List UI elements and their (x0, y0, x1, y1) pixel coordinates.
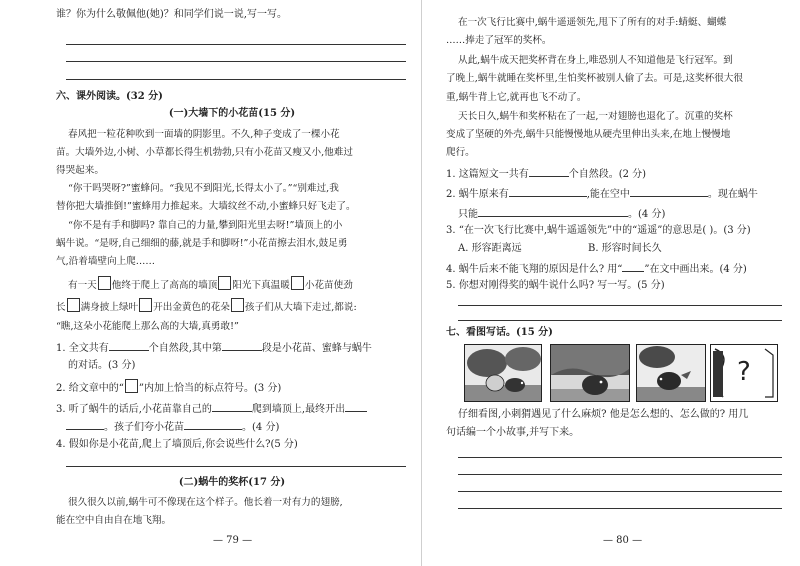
question-text: 2. 蜗牛原来有 (446, 189, 509, 200)
question-text: ”在文中画出来。(4 分) (644, 264, 747, 275)
passage1-line: 蜗牛说。“是呀,自己细细的藤,就是手和脚呀!”小花苗擦去泪水,鼓足勇 (56, 238, 348, 249)
fill-text: 阳光下真温暖 (232, 280, 290, 291)
option-b[interactable]: B. 形容时间长久 (587, 243, 662, 254)
passage2-line: 天长日久,蜗牛和奖杯粘在了一起,一对翅膀也退化了。沉重的奖杯 (458, 111, 733, 122)
fill-line (68, 276, 353, 293)
story-picture-4 (710, 344, 778, 402)
punctuation-box[interactable] (125, 379, 138, 393)
right-question-1 (446, 166, 646, 182)
fill-text: 他终于爬上了高高的墙顶 (111, 280, 218, 291)
top-question-text: 谁？你为什么敬佩他(她)？和同学们说一说,写一写。 (56, 9, 287, 20)
passage2-line: 很久很久以前,蜗牛可不像现在这个样子。他长着一对有力的翅膀, (68, 497, 343, 508)
passage2-line: 从此,蜗牛成天把奖杯背在身上,唯恐别人不知道他是飞行冠军。到 (458, 55, 733, 66)
passage1-title: (一)大墙下的小花苗(15 分) (168, 108, 296, 119)
answer-line[interactable] (458, 491, 782, 492)
answer-blank[interactable] (478, 206, 628, 217)
passage1-line: “你不是有手和脚吗? 靠自己的力量,攀到阳光里去呀!”墙顶上的小 (68, 220, 343, 231)
passage1-line: 替你把大墙推倒!”蜜蜂用力推起来。大墙纹丝不动,小蜜蜂只好飞走了。 (56, 201, 356, 212)
question-text: 1. 这篇短文一共有 (446, 169, 529, 180)
question-text: 。(4 分) (628, 209, 666, 220)
question-text: ”内加上恰当的标点符号。(3 分) (138, 383, 282, 394)
answer-blank[interactable] (184, 419, 242, 430)
passage2-line: 了晚上,蜗牛就睡在奖杯里,生怕奖杯被别人偷了去。可是,这奖杯很大很 (446, 73, 743, 84)
right-question-2 (446, 186, 758, 202)
passage2-title: (二)蜗牛的奖杯(17 分) (178, 477, 286, 488)
fill-line (56, 298, 357, 315)
section-seven-title: 七、看图写话。(15 分) (446, 327, 553, 338)
punctuation-box[interactable] (291, 276, 304, 290)
story-picture-1 (464, 344, 542, 402)
passage1-line: 苗。大墙外边,小树、小草都长得生机勃勃,只有小花苗又瘦又小,他难过 (56, 147, 353, 158)
passage1-line: “你干吗哭呀?”蜜蜂问。“我见不到阳光,长得太小了。”“别难过,我 (68, 183, 339, 194)
question-2 (56, 379, 281, 396)
answer-blank[interactable] (345, 401, 367, 412)
answer-blank[interactable] (212, 401, 252, 412)
answer-blank[interactable] (529, 166, 569, 177)
punctuation-box[interactable] (98, 276, 111, 290)
page-number-right: — 80 — (603, 535, 643, 546)
punctuation-box[interactable] (231, 298, 244, 312)
question-1-cont: 的对话。(3 分) (68, 360, 136, 371)
passage2-line: 重,蜗牛背上它,就再也飞不动了。 (446, 92, 587, 103)
answer-line[interactable] (66, 61, 406, 62)
page-divider (421, 0, 422, 566)
question-text: 。现在蜗牛 (707, 189, 758, 200)
question-text: 段是小花苗、蜜蜂与蜗牛 (261, 343, 372, 354)
question-mark: ? (737, 357, 751, 387)
question-1 (56, 340, 372, 356)
writing-prompt: 仔细看图,小刺猬遇见了什么麻烦? 他是怎么想的、怎么做的? 用几 (458, 409, 749, 420)
question-text: 爬到墙顶上,最终开出 (251, 404, 346, 415)
answer-line[interactable] (458, 474, 782, 475)
question-text: 。(4 分) (242, 422, 280, 433)
question-text: 4. 蜗牛后来不能飞翔的原因是什么? 用“ (446, 264, 623, 275)
option-a[interactable]: A. 形容距离远 (458, 243, 522, 254)
question-3-cont (66, 419, 279, 435)
answer-blank[interactable] (66, 419, 104, 430)
question-text: ,能在空中 (586, 189, 630, 200)
right-question-4 (446, 261, 747, 277)
answer-line[interactable] (458, 508, 782, 509)
answer-blank[interactable] (222, 340, 262, 351)
punctuation-box[interactable] (67, 298, 80, 312)
question-text: 。孩子们夸小花苗 (104, 422, 184, 433)
question-text: 只能 (458, 209, 478, 220)
answer-blank[interactable] (622, 261, 644, 272)
right-question-2-cont (458, 206, 665, 222)
right-question-5: 5. 你想对刚得奖的蜗牛说什么吗? 写一写。(5 分) (446, 280, 665, 291)
story-picture-3 (636, 344, 706, 402)
fill-text: 有一天 (68, 280, 97, 291)
answer-line[interactable] (458, 320, 782, 321)
fill-text: 孩子们从大墙下走过,都说: (244, 302, 357, 313)
right-question-3-options (458, 242, 662, 256)
passage1-line: 气,沿着墙壁向上爬…… (56, 256, 155, 267)
answer-line[interactable] (66, 79, 406, 80)
question-text: 3. 听了蜗牛的话后,小花苗靠自己的 (56, 404, 212, 415)
story-picture-2 (550, 344, 630, 402)
passage2-line: 变成了坚硬的外壳,蜗牛只能慢慢地从硬壳里伸出头来,在地上慢慢地 (446, 129, 731, 140)
question-text: 个自然段。(2 分) (568, 169, 647, 180)
punctuation-box[interactable] (139, 298, 152, 312)
writing-prompt: 句话编一个小故事,并写下来。 (446, 427, 580, 438)
fill-text: 满身披上绿叶 (80, 302, 139, 313)
answer-line[interactable] (66, 44, 406, 45)
answer-line[interactable] (458, 305, 782, 306)
question-3 (56, 401, 367, 417)
fill-line-end: “瞧,这朵小花能爬上那么高的大墙,真勇敢!” (56, 321, 239, 332)
fill-text: 开出金黄色的花朵 (153, 302, 230, 313)
passage2-line: 爬行。 (446, 147, 475, 158)
answer-blank[interactable] (509, 186, 587, 197)
answer-blank[interactable] (109, 340, 149, 351)
question-text: 2. 给文章中的“ (56, 383, 124, 394)
right-question-3: 3. “在一次飞行比赛中,蜗牛遥遥领先”中的“遥遥”的意思是( )。(3 分) (446, 225, 751, 236)
question-4: 4. 假如你是小花苗,爬上了墙顶后,你会说些什么?(5 分) (56, 439, 298, 450)
question-text: 个自然段,其中第 (148, 343, 222, 354)
answer-blank[interactable] (630, 186, 708, 197)
passage1-line: 得哭起来。 (56, 165, 104, 176)
answer-line[interactable] (458, 457, 782, 458)
fill-text: 小花苗使劲 (304, 280, 353, 291)
punctuation-box[interactable] (218, 276, 231, 290)
page-number-left: — 79 — (213, 535, 253, 546)
passage2-line: 在一次飞行比赛中,蜗牛遥遥领先,甩下了所有的对手:蜻蜓、蝴蝶 (458, 17, 727, 28)
passage2-line: 能在空中自由自在地飞翔。 (56, 515, 172, 526)
passage2-line: ……捧走了冠军的奖杯。 (446, 35, 552, 46)
answer-line[interactable] (66, 466, 406, 467)
question-text: 1. 全文共有 (56, 343, 109, 354)
fill-text: 长 (56, 302, 66, 313)
section-six-title: 六、课外阅读。(32 分) (56, 91, 163, 102)
passage1-line: 春风把一粒花种吹到一面墙的阴影里。不久,种子变成了一棵小花 (68, 129, 340, 140)
